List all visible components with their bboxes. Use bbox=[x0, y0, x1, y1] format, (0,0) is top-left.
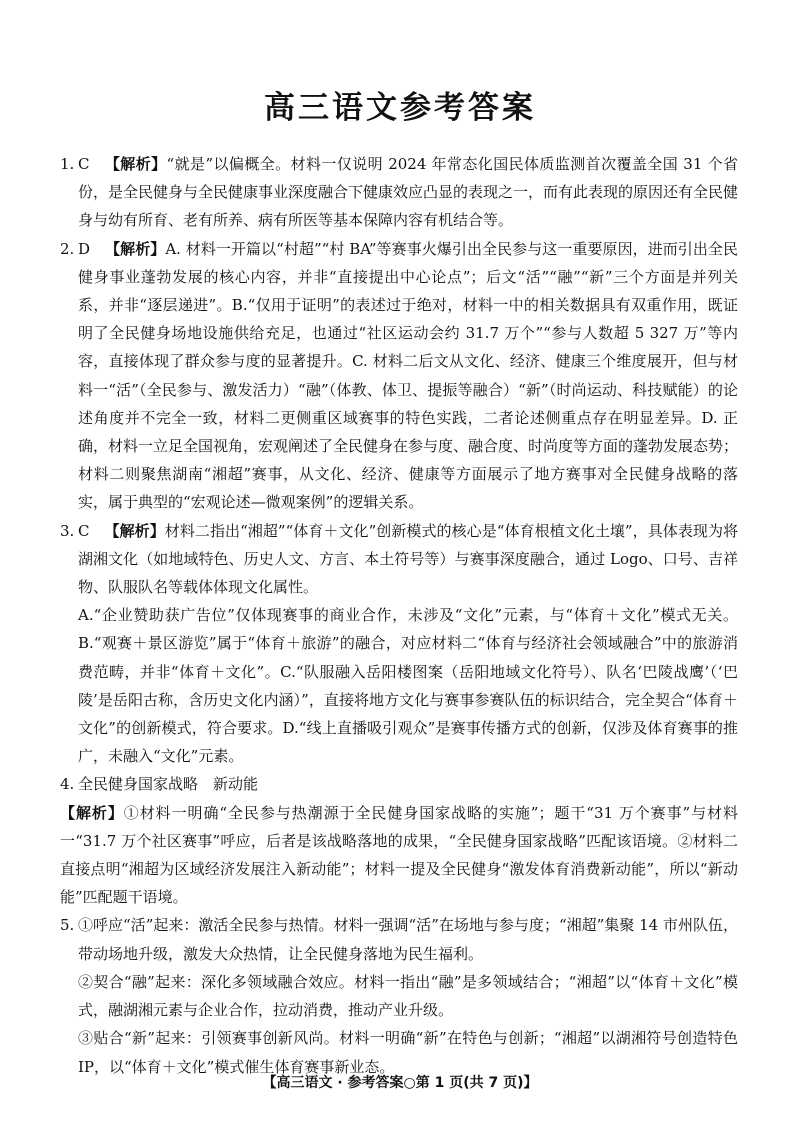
item-answer: 全民健身国家战略 新动能 bbox=[78, 775, 259, 794]
analysis-tag: 【解析】 bbox=[105, 239, 166, 258]
item-4-analysis bbox=[60, 799, 738, 912]
item-answer: D bbox=[78, 239, 91, 258]
item-text bbox=[78, 517, 738, 602]
analysis-options-text: A.“企业赞助获广告位”仅体现赛事的商业合作，未涉及“文化”元素，与“体育＋文化”模式无关。B.“观赛＋景区游览”属于“体育＋旅游”的融合，对应材料二“体育与经济社会领域融合”中的旅游消费范畴，并非“体育＋文化”。C.“队服融入岳阳楼图案（岳阳地域文化符号）、队名‘巴陵战鹰’（‘巴陵’是岳阳古称，含历史文化内涵）”，直接将地方文化与赛事参赛队伍的标识结合，完全契合“体育＋文化”的创新模式，符合要求。D.“线上直播吸引观众”是赛事传播方式的创新，仅涉及体育赛事的推广，未融入“文化”元素。 bbox=[78, 606, 738, 766]
analysis-text: ①材料一明确“全民参与热潮源于全民健身国家战略的实施”；题干“31 万个赛事”与材料一“31.7 万个社区赛事”呼应，后者是该战略落地的成果，“全民健身国家战略”匹配该语境。②材料二直接点明“湘超为区域经济发展注入新动能”；材料一提及全民健身“激发体育消费新动能”，所以“新动能”匹配题干语境。 bbox=[60, 803, 738, 907]
item-number: 3. bbox=[60, 521, 75, 540]
point-3: ③贴合“新”起来：引领赛事创新风尚。材料一明确“新”在特色与创新；“湘超”以湖湘符号创造特色 IP，以“体育＋文化”模式催生体育赛事新业态。 bbox=[78, 1029, 738, 1076]
item-text bbox=[78, 150, 738, 235]
answer-item-3 bbox=[60, 517, 738, 771]
page-title: 高三语文参考答案 bbox=[264, 90, 536, 126]
point-1: ①呼应“活”起来：激活全民参与热情。材料一强调“活”在场地与参与度；“湘超”集聚 14 市州队伍，带动场地升级，激发大众热情，让全民健身落地为民生福利。 bbox=[78, 916, 738, 963]
answer-content bbox=[60, 150, 738, 1081]
item-number: 2. bbox=[60, 239, 75, 258]
item-text bbox=[78, 235, 738, 517]
page-footer: 【高三语文 · 参考答案○第 1 页(共 7 页)】 bbox=[262, 1075, 538, 1091]
answer-item-5 bbox=[60, 911, 738, 1080]
item-number: 1. bbox=[60, 155, 75, 173]
analysis-text: “就是”以偏概全。材料一仅说明 2024 年常态化国民体质监测首次覆盖全国 31 个省份，是全民健身与全民健康事业深度融合下健康效应凸显的表现之一，而有此表现的原因还有全民健身与幼有所育、老有所养、病有所医等基本保障内容有机结合等。 bbox=[78, 155, 739, 230]
analysis-tag: 【解析】 bbox=[104, 155, 167, 173]
analysis-text: A. 材料一开篇以“村超”“村 BA”等赛事火爆引出全民参与这一重要原因，进而引出全民健身事业蓬勃发展的核心内容，并非“直接提出中心论点”；后文“活”“融”“新”三个方面是并列关系，并非“逐层递进”。B.“仅用于证明”的表述过于绝对，材料一中的相关数据具有双重作用，既证明了全民健身场地设施供给充足，也通过“社区运动会约 31.7 万个”“参与人数超 5 327 万”等内容，直接体现了群众参与度的显著提升。C. 材料二后文从文化、经济、健康三个维度展开，但与材料一“活”（全民参与、激发活力）“融”（体教、体卫、提振等融合）“新”（时尚运动、科技赋能）的论述角度并不完全一致，材料二更侧重区域赛事的特色实践，二者论述侧重点存在明显差异。D. 正确，材料一立足全国视角，宏观阐述了全民健身在参与度、融合度、时尚度等方面的蓬勃发展态势；材料二则聚焦湖南“湘超”赛事，从文化、经济、健康等方面展示了地方赛事对全民健身战略的落实，属于典型的“宏观论述—微观案例”的逻辑关系。 bbox=[78, 239, 739, 512]
item-answer: C bbox=[78, 521, 90, 540]
point-2: ②契合“融”起来：深化多领域融合效应。材料一指出“融”是多领域结合；“湘超”以“体育＋文化”模式，融湖湘元素与企业合作，拉动消费，推动产业升级。 bbox=[78, 972, 738, 1020]
analysis-tag: 【解析】 bbox=[60, 803, 124, 822]
answer-item-1 bbox=[60, 150, 738, 235]
answer-item-4 bbox=[60, 770, 738, 798]
item-number: 4. bbox=[60, 775, 75, 794]
item-number: 5. bbox=[60, 916, 75, 935]
item-answer: C bbox=[78, 155, 90, 173]
answer-item-2 bbox=[60, 235, 738, 517]
analysis-tag: 【解析】 bbox=[104, 521, 165, 540]
analysis-text: 材料二指出“湘超”“体育＋文化”创新模式的核心是“体育根植文化土壤”，具体表现为将湖湘文化（如地域特色、历史人文、方言、本土符号等）与赛事深度融合，通过 Logo、口号、吉祥物、队服队名等载体体现文化属性。 bbox=[78, 521, 738, 597]
